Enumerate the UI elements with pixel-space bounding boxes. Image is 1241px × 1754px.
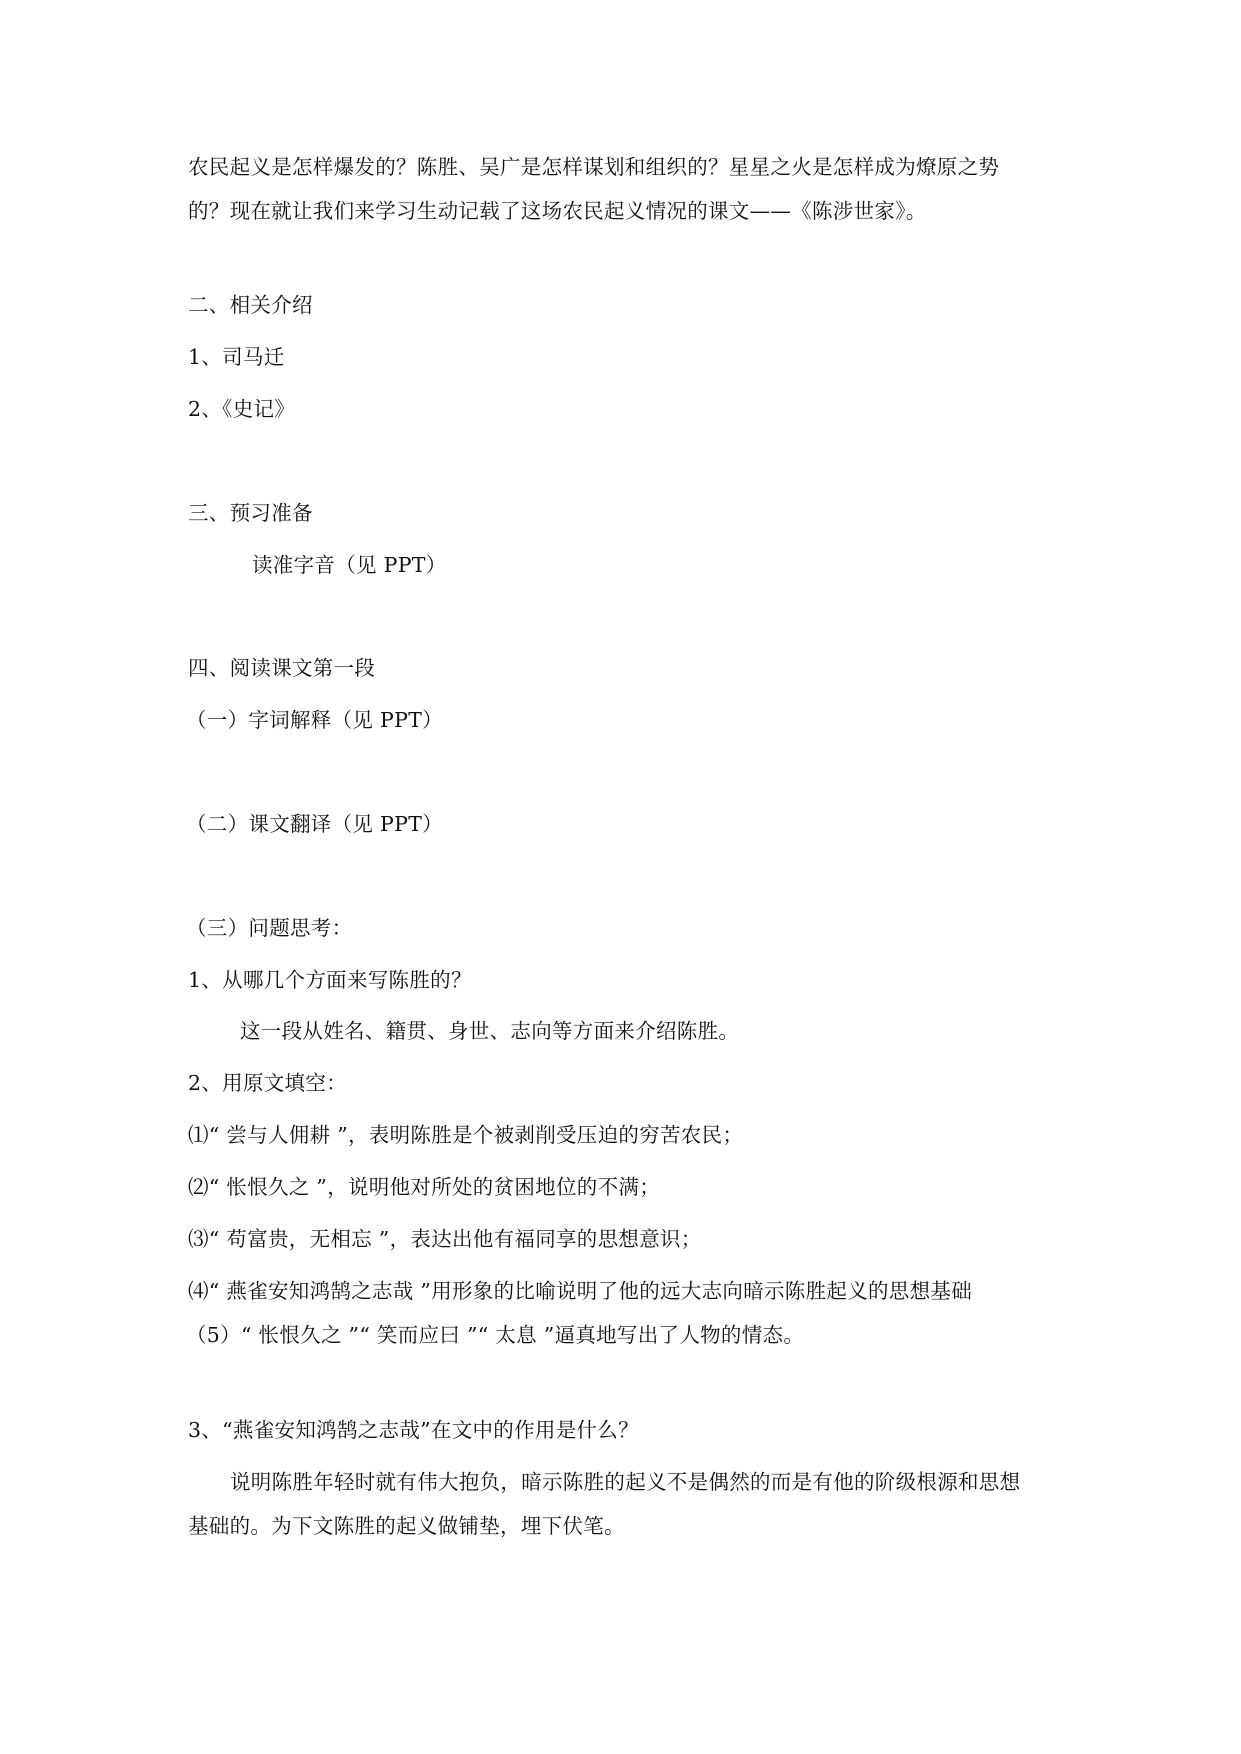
fill-item-1: ⑴“ 尝与人佣耕 ”，表明陈胜是个被剥削受压迫的穷苦农民； xyxy=(188,1123,744,1147)
fill-item-2: ⑵“ 怅恨久之 ”，说明他对所处的贫困地位的不满； xyxy=(188,1175,660,1199)
preview-reading-note: 读准字音（见 PPT） xyxy=(252,553,447,577)
intro-paragraph-line-2: 的？现在就让我们来学习生动记载了这场农民起义情况的课文——《陈涉世家》。 xyxy=(188,199,927,223)
fill-item-4: ⑷“ 燕雀安知鸿鹄之志哉 ”用形象的比喻说明了他的远大志向暗示陈胜起义的思想基础 xyxy=(188,1279,972,1303)
section-heading-preview: 三、预习准备 xyxy=(188,501,313,525)
subsection-questions: （三）问题思考： xyxy=(186,916,353,940)
fill-item-5: （5）“ 怅恨久之 ”“ 笑而应曰 ”“ 太息 ”逼真地写出了人物的情态。 xyxy=(186,1323,805,1347)
intro-paragraph-line-1: 农民起义是怎样爆发的？陈胜、吴广是怎样谋划和组织的？星星之火是怎样成为燎原之势 xyxy=(188,155,1000,179)
answer-3-line-2: 基础的。为下文陈胜的起义做铺垫，埋下伏笔。 xyxy=(188,1514,625,1538)
fill-item-3: ⑶“ 苟富贵，无相忘 ”，表达出他有福同享的思想意识； xyxy=(188,1227,702,1251)
answer-3-line-1: 说明陈胜年轻时就有伟大抱负，暗示陈胜的起义不是偶然的而是有他的阶级根源和思想 xyxy=(230,1470,1021,1494)
subsection-word-explanation: （一）字词解释（见 PPT） xyxy=(186,708,443,732)
question-1: 1、从哪几个方面来写陈胜的？ xyxy=(188,968,472,992)
list-item-sima-qian: 1、司马迁 xyxy=(188,345,285,369)
answer-1: 这一段从姓名、籍贯、身世、志向等方面来介绍陈胜。 xyxy=(240,1019,740,1043)
question-3: 3、“燕雀安知鸿鹄之志哉”在文中的作用是什么？ xyxy=(188,1418,639,1442)
section-heading-related-intro: 二、相关介绍 xyxy=(188,293,313,317)
question-2: 2、用原文填空： xyxy=(188,1071,347,1095)
section-heading-reading: 四、阅读课文第一段 xyxy=(188,656,376,680)
subsection-translation: （二）课文翻译（见 PPT） xyxy=(186,812,443,836)
list-item-shiji: 2、《史记》 xyxy=(188,397,296,421)
